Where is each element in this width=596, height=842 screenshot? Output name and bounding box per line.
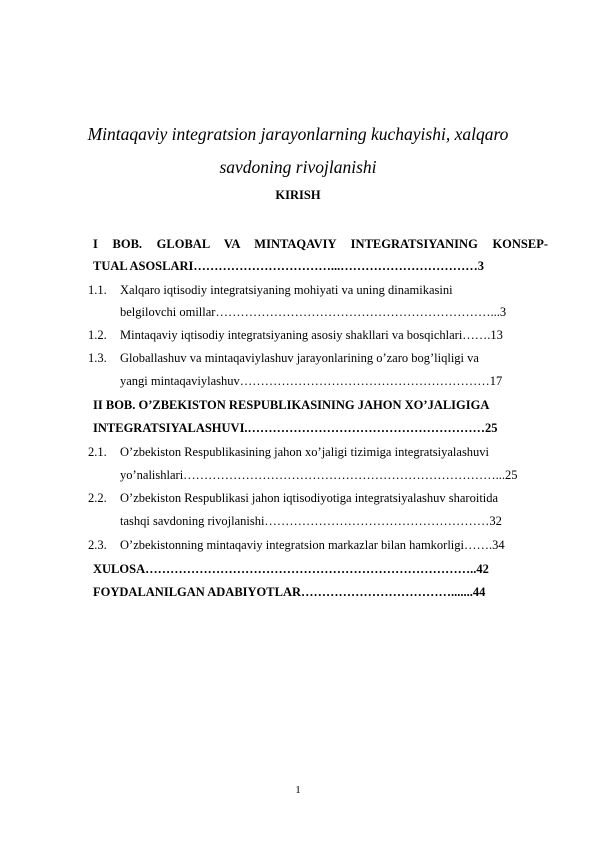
toc-section-2-1-line-2: yo’nalishlari…………………………………………………………………...25 — [120, 468, 518, 482]
toc-section-1-2-line-1: Mintaqaviy iqtisodiy integratsiyaning asosiy shakllari va bosqichlari…….13 — [120, 328, 503, 342]
toc-section-2-1-number: 2.1. — [88, 445, 107, 459]
document-title — [60, 118, 536, 184]
title-line-1: Mintaqaviy integratsion jarayonlarning kuchayishi, xalqaro — [87, 124, 509, 144]
toc-chapter-2-line-2: INTEGRATSIYALASHUVI.…………………………………………………25 — [93, 421, 498, 435]
toc-section-2-2-line-2: tashqi savdoning rivojlanishi………………………………………………32 — [120, 514, 502, 528]
toc-section-1-3-number: 1.3. — [88, 351, 107, 365]
toc-chapter-1-line-1: I BOB. GLOBAL VA MINTAQAVIY INTEGRATSIYANING KONSEP- — [93, 237, 548, 251]
title-line-2: savdoning rivojlanishi — [219, 157, 377, 177]
toc-section-1-3-line-1: Globallashuv va mintaqaviylashuv jarayonlarining o’zaro bog’liqligi va — [120, 351, 479, 365]
toc-chapter-2-line-1: II BOB. O’ZBEKISTON RESPUBLIKASINING JAHON XO’JALIGIGA — [93, 398, 490, 412]
intro-heading: KIRISH — [275, 188, 321, 202]
toc-section-1-1-line-2: belgilovchi omillar…………………………………………………………...3 — [120, 305, 507, 319]
toc-section-2-2-number: 2.2. — [88, 491, 107, 505]
toc-section-2-2-line-1: O’zbekiston Respublikasi jahon iqtisodiyotiga integratsiyalashuv sharoitida — [120, 491, 499, 505]
toc-section-1-3-line-2: yangi mintaqaviylashuv……………………………………………………17 — [120, 374, 503, 388]
page-number: 1 — [295, 784, 301, 796]
toc-chapter-1-line-2: TUAL ASOSLARI……………………………...……………………………3 — [93, 259, 485, 273]
toc-section-1-2-number: 1.2. — [88, 328, 107, 342]
toc-section-2-3-line-1: O’zbekistonning mintaqaviy integratsion markazlar bilan hamkorligi…….34 — [120, 538, 505, 552]
toc-section-2-3-number: 2.3. — [88, 538, 107, 552]
toc-section-1-1-line-1: Xalqaro iqtisodiy integratsiyaning mohiyati va uning dinamikasini — [120, 283, 453, 297]
toc-section-2-1-line-1: O’zbekiston Respublikasining jahon xo’jaligi tizimiga integratsiyalashuvi — [120, 445, 490, 459]
toc-references: FOYDALANILGAN ADABIYOTLAR……………………………….......44 — [93, 585, 486, 599]
toc-section-1-1-number: 1.1. — [88, 283, 107, 297]
toc-conclusion: XULOSA……………………………………………………………………..42 — [93, 562, 489, 576]
